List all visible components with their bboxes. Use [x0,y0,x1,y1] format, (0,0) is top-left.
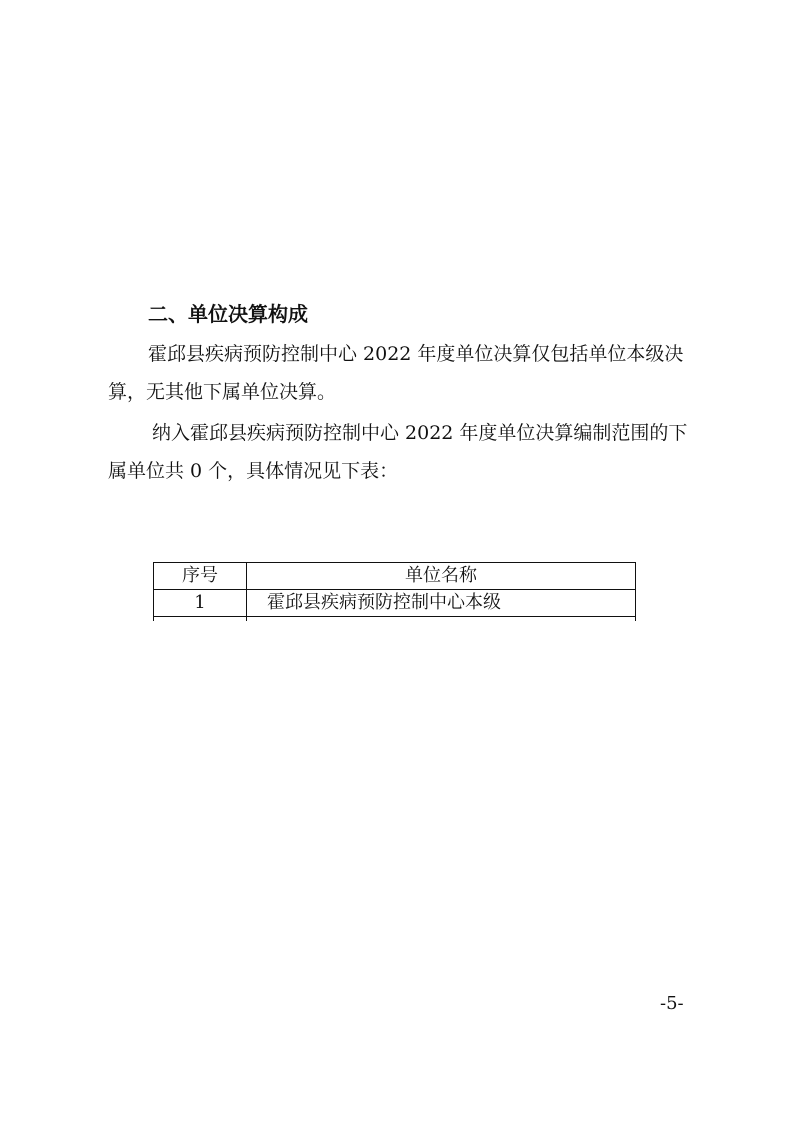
header-index: 序号 [154,563,247,590]
paragraph-scope: 霍邱县疾病预防控制中心 2022 年度单位决算仅包括单位本级决算，无其他下属单位决算。 [108,343,684,403]
stub-cell-index [154,617,247,622]
table-row [154,590,636,617]
cell-unit-name: 霍邱县疾病预防控制中心本级 [247,590,636,617]
cell-index: 1 [154,590,247,617]
unit-table [153,562,636,621]
table-row-continuation [154,617,636,622]
page-number: -5- [660,993,684,1014]
unit-table-grid [153,562,636,621]
table-header-row [154,563,636,590]
stub-cell-name [247,617,636,622]
header-unit-name: 单位名称 [247,563,636,590]
paragraph-subunits: 纳入霍邱县疾病预防控制中心 2022 年度单位决算编制范围的下属单位共 0 个，具体情况见下表： [108,422,688,482]
section-heading: 二、单位决算构成 [148,302,308,326]
